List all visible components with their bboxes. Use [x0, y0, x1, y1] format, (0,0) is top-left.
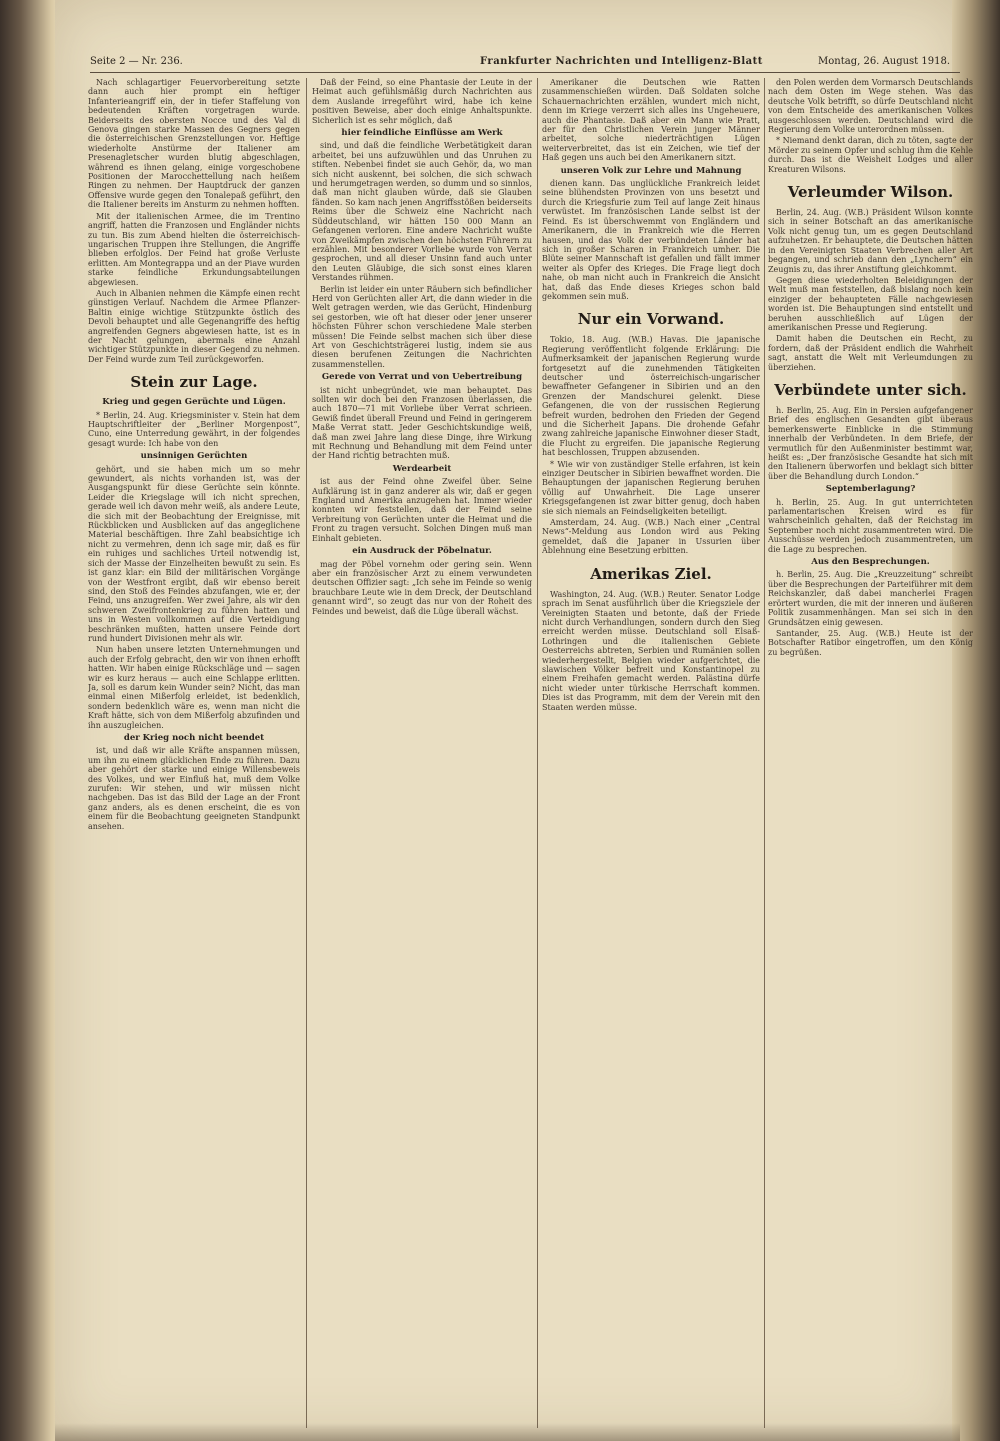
article-text: sind, und daß die feindliche Werbetätigkeit daran arbeitet, bei uns aufzuwühlen und das Unruhen zu stiften. Nebenbei findet sie auch Gehör, da, wo man sich nicht auskennt, bei solchen, die sich schwach und herumgetragen werden, so dumm und so sinnlos, daß man nicht glauben würde, daß sie Glauben fänden. So kam nach jenen Angriffsstößen beiderseits Reims über die Schweiz eine Nachricht nach Süddeutschland, wir hätten 150 000 Mann an Gefangenen verloren. Eine andere Nachricht wußte von Zweikämpfen zwischen den höchsten Führern zu erzählen. Mit besonderer Vorliebe wurde von Verrat gesprochen, und all dieser Unsinn fand auch unter den Leuten Gläubige, die sich sonst eines klaren Verstandes rühmen.	[312, 141, 532, 283]
issue-date: Montag, 26. August 1918.	[818, 56, 950, 67]
article-subheading: der Krieg noch nicht beendet	[123, 733, 265, 743]
article-text: Washington, 24. Aug. (W.B.) Reuter. Senator Lodge sprach im Senat ausführlich über die Kriegsziele der Vereinigten Staaten und betonte, daß der Friede nicht durch Verhandlungen, sondern durch den Sieg erreicht werden müsse. Deutschland soll Elsaß-Lothringen und die italienischen Gebiete Oesterreichs abtreten, Serbien und Rumänien sollen wiederhergestellt, Belgien wieder aufgerichtet, die slawischen Völker befreit und Konstantinopel zu einem Freihafen gemacht werden. Palästina dürfe nicht wieder unter türkische Herrschaft kommen. Dies ist das Programm, mit dem der Verein mit den Staaten werden müsse.	[542, 589, 760, 712]
article-subheading: hier feindliche Einflüsse am Werk	[341, 128, 503, 139]
article-subheading: Gerede von Verrat und von Uebertreibung	[321, 372, 523, 383]
article-text: mag der Pöbel vornehm oder gering sein. Wenn aber ein französischer Arzt zu einem verwundeten deutschen Offizier sagt: „Ich sehe im Feinde so wenig brauchbare Leute wie in dem Dreck, der Deutschland genannt wird“, so zeugt das nur von der Roheit des Feindes und beweist, daß die Lüge überall wächst.	[312, 559, 532, 616]
article-subheading: unsinnigen Gerüchten	[140, 451, 248, 462]
article-text: * Niemand denkt daran, dich zu töten, sagte der Mörder zu seinem Opfer und schlug ihm die Kehle durch. Das ist die Weisheit Lodges und aller Kreaturen Wilsons.	[768, 136, 973, 174]
column-4	[768, 78, 973, 1428]
article-subheading: ein Ausdruck der Pöbelnatur.	[352, 546, 492, 557]
article-text: Nun haben unsere letzten Unternehmungen und auch der Erfolg gebracht, den wir von ihnen erhofft hatten. Wir haben einige Rückschläge und — sagen wir es kurz heraus — auch eine Schlappe erlitten. Ja, soll es darum kein Wunder sein? Nicht, das man einmal einen Mißerfolg erleidet, ist bedenklich, sondern bedenklich wäre es, wenn man nicht die Kraft hätte, sich von dem Mißerfolg abzufinden und ihn auszugleichen.	[88, 645, 300, 730]
article-subheading: Aus den Besprechungen.	[811, 557, 930, 568]
article-text: den Polen werden dem Vormarsch Deutschlands nach dem Osten im Wege stehen. Was das deutsche Volk betrifft, so dürfe Deutschland nicht von dem Entscheide des amerikanischen Volkes ausgeschlossen werden. Deutschland wird die Regierung dem Volke unterordnen müssen.	[768, 78, 973, 135]
article-text: Amsterdam, 24. Aug. (W.B.) Nach einer „Central News“-Meldung aus London wird aus Peking gemeldet, daß die Japaner in Ussurien über Ablehnung eine Besetzung erbitten.	[542, 518, 760, 556]
article-text: Damit haben die Deutschen ein Recht, zu fordern, daß der Präsident endlich die Wahrheit sagt, anstatt die Welt mit Verleumdungen zu überziehen.	[768, 334, 973, 372]
page-bottom-shadow	[55, 1423, 960, 1441]
article-text: dienen kann. Das unglückliche Frankreich leidet seine blühendsten Provinzen von uns besetzt und durch die Kriegsfurie zum Teil auf lange Zeit hinaus verwüstet. Im französischen Lande selbst ist der Feind. Es ist überschwemmt von Engländern und Amerikanern, die in Frankreich wie die Herren hausen, und das Volk der verbündeten Länder hat sich in großer Scharen in Frankreich umher. Die Blüte seiner Mannschaft ist gefallen und fällt immer weiter als Opfer des Krieges. Die Frage liegt doch nahe, ob man nicht auch in Frankreich die Ansicht hat, daß das Ende dieses Krieges schon bald gekommen sein muß.	[542, 179, 760, 301]
article-text: Santander, 25. Aug. (W.B.) Heute ist der Botschafter Ratibor eingetroffen, um den König zu begrüßen.	[768, 628, 973, 657]
page-number: Seite 2 — Nr. 236.	[90, 56, 183, 67]
article-text: Berlin ist leider ein unter Räubern sich befindlicher Herd von Gerüchten aller Art, die dann wieder in die Welt getragen werden, wie das Gerücht, Hindenburg sei gestorben, wie oft hat dieser oder jener unserer höchsten Führer schon verschiedene Male sterben müssen! Die Feinde selbst machen sich über diese Art von Geschichtsträgerei lustig, indem sie aus diesen berufenen Zeitungen die Nachrichten zusammenstellen.	[312, 284, 532, 369]
article-heading: Stein zur Lage.	[130, 373, 258, 392]
column-rule	[306, 78, 307, 1428]
article-text: Mit der italienischen Armee, die im Trentino angriff, hatten die Franzosen und Engländer nichts zu tun. Bis zum Abend hielten die österreichisch-ungarischen Truppen ihre Stellungen, die Angriffe blieben erfolglos. Der Feind hat große Verluste erlitten. Am Montegrappa und an der Piave wurden starke feindliche Erkundungsabteilungen abgewiesen.	[88, 211, 300, 287]
article-text: Nach schlagartiger Feuervorbereitung setzte dann auch hier prompt ein heftiger Infanterieangriff ein, der in tiefer Staffelung von bedeutenden Kräften vorgetragen wurde. Beiderseits des obersten Nocce und des Val di Genova gingen starke Massen des Gegners gegen die österreichischen Grenzstellungen vor. Heftige wiederholte Anstürme der Italiener am Presenagletscher wurden blutig abgeschlagen, während es ihnen gelang, einige vorgeschobene Positionen der Marocchettellung nach heißem Ringen zu nehmen. Der Hauptdruck der ganzen Offensive wurde gegen den Tonalepaß geführt, den die Italiener bereits im Ansturm zu nehmen hofften.	[88, 78, 300, 210]
column-2	[312, 78, 532, 1428]
article-text: Auch in Albanien nehmen die Kämpfe einen recht günstigen Verlauf. Nachdem die Armee Pflanzer-Baltin einige wichtige Stützpunkte östlich des Devoli behauptet und alle Gegenangriffe des heftig angreifenden Gegners abgewiesen hatte, ist es in der Nacht gelungen, abermals eine Anzahl wichtiger Stützpunkte in dieser Gegend zu nehmen. Der Feind wurde zum Teil zurückgeworfen.	[88, 288, 300, 364]
article-subheading: Krieg und gegen Gerüchte und Lügen.	[102, 397, 286, 408]
newspaper-title: Frankfurter Nachrichten und Intelligenz-Blatt	[480, 56, 763, 67]
article-heading: Verleumder Wilson.	[787, 183, 954, 202]
article-text: gehört, und sie haben mich um so mehr gewundert, als nichts vorhanden ist, was der Ausgangspunkt für diese Gerüchte sein könnte. Leider die Kriegslage will ich nicht sprechen, gerade weil ich davon mehr weiß, als andere Leute, die sich mit der Beobachtung der Ereignisse, mit Rückblicken und Ausblicken auf das angeglichene Material beschäftigen. Ihre Zahl beabsichtige ich nicht zu vermehren, denn ich sage mir, daß es für ein ruhiges und sachliches Urteil notwendig ist, sich der Masse der Einzelheiten bewußt zu sein. Es ist ganz klar: ein Bild der militärischen Vorgänge von der Westfront ergibt, daß wir ebenso bereit sind, den Stoß des Feindes abzufangen, wie er, der Feind, uns anzugreifen. Wer zwei Jahre, als wir den schweren Zweifrontenkrieg zu führen hatten und uns in Westen vollkommen auf die Verteidigung beschränken mußten, hatten unsere Feinde dort rund hundert Divisionen mehr als wir.	[88, 464, 300, 643]
article-text: h. Berlin, 25. Aug. Ein in Persien aufgefangener Brief des englischen Gesandten gibt überaus bemerkenswerte Einblicke in die Stimmung innerhalb der Verbündeten. In dem Briefe, der vermutlich für den Außenminister bestimmt war, heißt es: „Der französische Gesandte hat sich mit den Italienern überworfen und beklagt sich bitter über die Behandlung durch London.“	[768, 405, 973, 481]
book-spine-left	[0, 0, 60, 1441]
article-subheading: Werdearbeit	[392, 463, 452, 474]
column-1	[88, 78, 300, 1428]
article-text: Berlin, 24. Aug. (W.B.) Präsident Wilson konnte sich in seiner Botschaft an das amerikanische Volk nicht genug tun, um es gegen Deutschland aufzuhetzen. Er behauptete, die Deutschen hätten in den Vereinigten Staaten Verbrechen aller Art begangen, und schrieb dann den „Lynchern“ ein Zeugnis zu, das ihrer Anstiftung gleichkommt.	[768, 208, 973, 274]
article-text: Daß der Feind, so eine Phantasie der Leute in der Heimat auch gefühlsmäßig durch Nachrichten aus dem Auslande irregeführt wird, habe ich keine positiven Beweise, aber doch einige Anhaltspunkte. Sicherlich ist es sehr möglich, daß	[312, 78, 532, 125]
article-text: Gegen diese wiederholten Beleidigungen der Welt muß man feststellen, daß bislang noch kein einziger der behaupteten Fälle nachgewiesen worden ist. Die Behauptungen sind entstellt und beruhen ausschließlich auf Lügen der amerikanischen Presse und Regierung.	[768, 275, 973, 332]
column-rule	[537, 78, 538, 1428]
article-text: h. Berlin, 25. Aug. In gut unterrichteten parlamentarischen Kreisen wird es für wahrscheinlich gehalten, daß der Reichstag im September noch nicht zusammentreten wird. Die Ausschüsse werden jedoch zusammentreten, um die Lage zu besprechen.	[768, 497, 973, 554]
article-subheading: unseren Volk zur Lehre und Mahnung	[560, 165, 742, 176]
column-rule	[764, 78, 765, 1428]
article-heading: Verbündete unter sich.	[774, 380, 967, 399]
page-header	[90, 56, 960, 73]
article-text: * Berlin, 24. Aug. Kriegsminister v. Stein hat dem Hauptschriftleiter der „Berliner Morgenpost“, Cuno, eine Unterredung gewährt, in der folgendes gesagt wurde: Ich habe von den	[88, 410, 300, 448]
article-text: ist aus der Feind ohne Zweifel über. Seine Aufklärung ist in ganz anderer als wir, daß er gegen England und Amerika anzugehen hat. Immer wieder konnten wir feststellen, daß der Feind seine Verbreitung von Gerüchten unter die Heimat und die Front zu tragen versucht. Solchen Dingen muß man Einhalt gebieten.	[312, 477, 532, 543]
article-subheading: Septemberlagung?	[825, 484, 916, 495]
column-3	[542, 78, 760, 1428]
article-text: Tokio, 18. Aug. (W.B.) Havas. Die japanische Regierung veröffentlicht folgende Erklärung: Die Aufmerksamkeit der japanischen Regierung wurde fortgesetzt auf die zunehmenden Tätigkeiten deutscher und österreichisch-ungarischer bewaffneter Gefangener in Sibirien und an den Grenzen der Mandschurei gelenkt. Diese Gefangenen, die von der russischen Regierung befreit wurden, bedrohen den Frieden der Gegend und die Sicherheit Japans. Die drohende Gefahr zwang zahlreiche japanische Einwohner dieser Stadt, die Flucht zu ergreifen. Die japanische Regierung hat beschlossen, Truppen abzusenden.	[542, 335, 760, 458]
article-heading: Nur ein Vorwand.	[577, 310, 725, 329]
article-heading: Amerikas Ziel.	[590, 564, 712, 583]
article-text: ist, und daß wir alle Kräfte anspannen müssen, um ihn zu einem glücklichen Ende zu führen. Dazu aber gehört der starke und einige Willensbeweis des Volkes, und wer Einfluß hat, muß dem Volke zurufen: Wir stehen, und wir müssen nicht nachgeben. Das ist das Bild der Lage an der Front ganz anders, als es denen erscheint, die es von einem für die Beobachtung geeigneten Standpunkt ansehen.	[88, 746, 300, 831]
article-text: h. Berlin, 25. Aug. Die „Kreuzzeitung“ schreibt über die Besprechungen der Parteiführer mit dem Reichskanzler, daß dabei mancherlei Fragen erörtert wurden, die mit der inneren und äußeren Politik zusammenhängen. Man sei sich in den Grundsätzen einig gewesen.	[768, 570, 973, 627]
article-text: * Wie wir von zuständiger Stelle erfahren, ist kein einziger Deutscher in Sibirien bewaffnet worden. Die Behauptungen der japanischen Regierung beruhen völlig auf Unwahrheit. Die Lage unserer Kriegsgefangenen ist zwar bitter genug, doch haben sie sich niemals an Feindseligkeiten beteiligt.	[542, 459, 760, 516]
article-text: Amerikaner die Deutschen wie Ratten zusammenschießen würden. Daß Soldaten solche Schauernachrichten erzählen, wundert mich nicht, denn im Kriege verzerrt sich alles ins Ungeheuere, auch die Phantasie. Daß aber ein Mann wie Pratt, der für den Christlichen Verein junger Männer arbeitet, solche niederträchtigen Lügen weiterverbreitet, das ist ein Zeichen, wie tief der Haß gegen uns auch bei den Amerikanern sitzt.	[542, 78, 760, 163]
article-text: ist nicht unbegründet, wie man behauptet. Das sollten wir doch bei den Franzosen überlassen, die auch 1870—71 mit Vorliebe über Verrat schrieen. Gewiß findet überall Freund und Feind in geringerem Maße Verrat statt. Jeder Geschichtskundige weiß, daß man zwei Jahre lang diese Dinge, ihre Wirkung mit Rechnung und Behandlung mit dem Feind unter der Hand richtig betrachten muß.	[312, 385, 532, 461]
